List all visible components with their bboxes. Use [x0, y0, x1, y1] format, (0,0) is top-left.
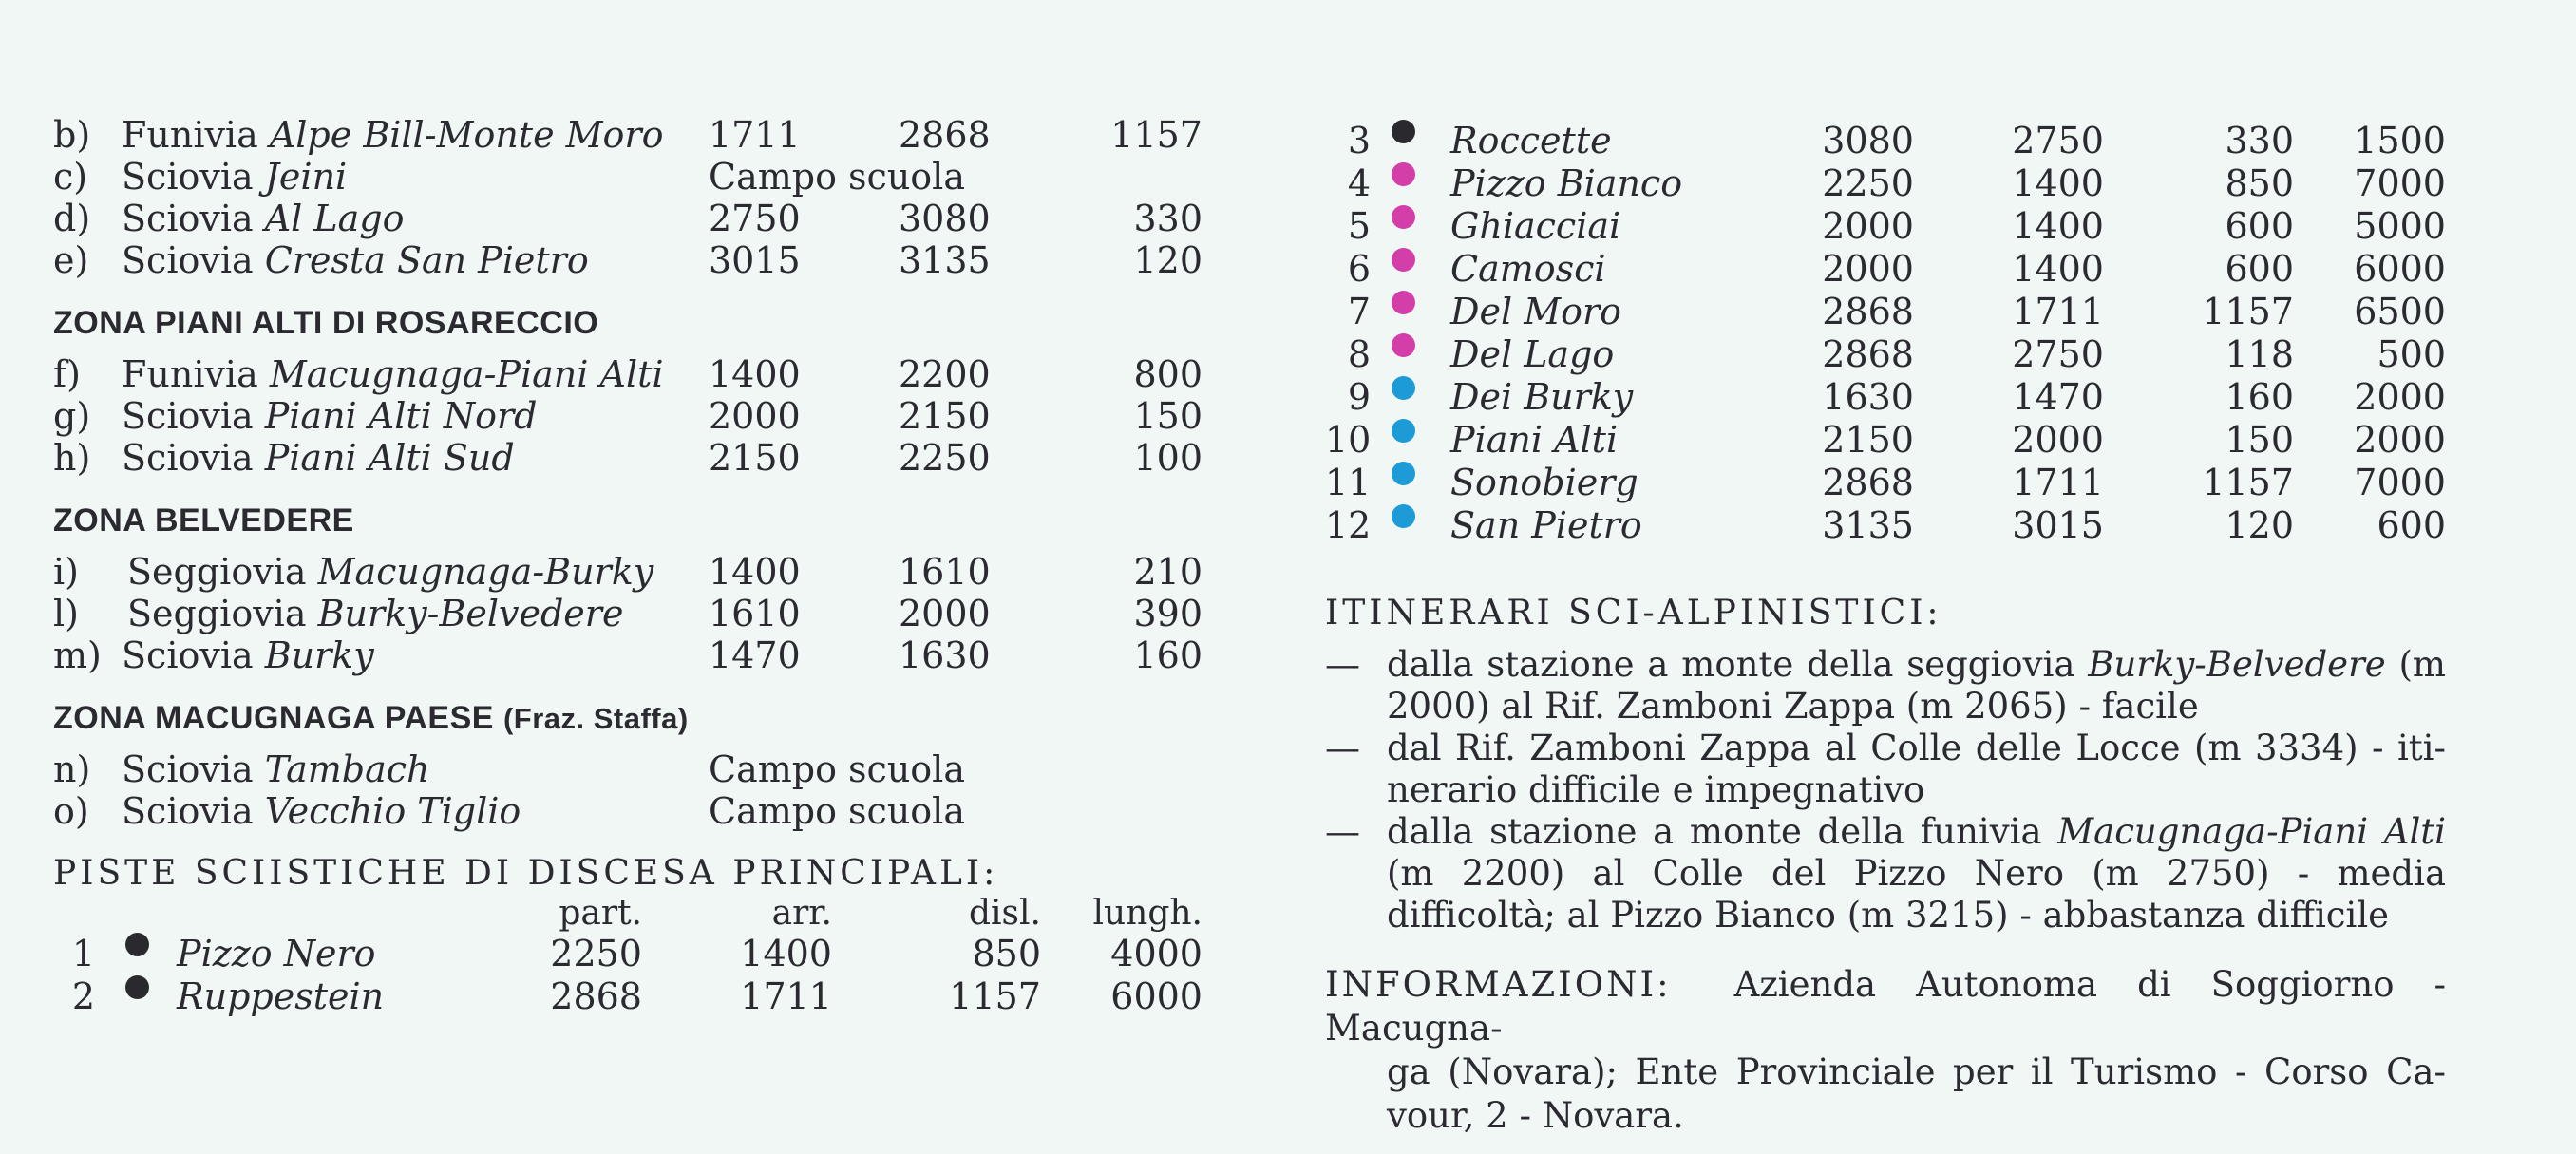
itinerary-lift-name: Burky-Belvedere: [2088, 644, 2386, 685]
difficulty-dot-icon: [1392, 376, 1415, 400]
trail-length: 7000: [2354, 162, 2446, 204]
itinerary-item: [1325, 728, 2446, 811]
zone-heading-paese: [53, 697, 1203, 739]
lift-type: [122, 114, 663, 156]
trail-row: [1325, 333, 2446, 376]
itinerari-title: ITINERARI SCI-ALPINISTICI:: [1325, 594, 1942, 633]
trail-name: Ghiacciai: [1450, 205, 1621, 247]
lift-label: n): [53, 748, 91, 790]
lift-name: Macugnaga-Piani Alti: [269, 353, 664, 395]
lift-end: 3080: [899, 198, 991, 239]
lift-kind: Sciovia: [122, 634, 265, 676]
lift-type: [122, 634, 374, 676]
lift-label: d): [53, 198, 91, 239]
trail-end: 1400: [740, 933, 832, 974]
lift-start: 2750: [709, 198, 801, 239]
lift-row: [53, 593, 1203, 634]
lift-type: [122, 353, 664, 395]
lift-type: [122, 790, 521, 832]
trail-length: 6000: [1110, 975, 1203, 1017]
trail-row: [1325, 462, 2446, 504]
trail-drop: 1157: [2202, 291, 2294, 332]
itinerary-dash: —: [1325, 728, 1360, 768]
difficulty-dot-icon: [1392, 333, 1415, 357]
trail-length: 1500: [2354, 120, 2446, 161]
trail-length: 600: [2377, 504, 2446, 546]
trail-row: [1325, 162, 2446, 205]
trail-name: Pizzo Nero: [177, 933, 376, 974]
trail-start: 3135: [1822, 504, 1914, 546]
trail-drop: 850: [2225, 162, 2294, 204]
difficulty-dot-icon: [1392, 205, 1415, 229]
itinerary-dash: —: [1325, 644, 1360, 685]
lift-end: 2150: [899, 395, 991, 437]
difficulty-dot-icon: [1392, 504, 1415, 528]
lift-name: Piani Alti Sud: [264, 437, 515, 479]
info-block: [1325, 963, 2446, 1138]
info-line-1: Azienda Autonoma di Soggiorno - Macugna-: [1325, 964, 2447, 1049]
trail-start: 2000: [1822, 205, 1914, 247]
lift-list-belvedere: [53, 551, 1203, 676]
trail-number: 6: [1347, 248, 1371, 290]
lift-kind: Funivia: [122, 353, 270, 395]
trail-number: 12: [1325, 504, 1372, 546]
trail-length: 4000: [1110, 933, 1203, 974]
trail-drop: 120: [2225, 504, 2294, 546]
itinerary-text: dal Rif. Zamboni Zappa al Colle delle Locce (m 3334) - iti-nerario difficile e impegnativo: [1387, 728, 2446, 810]
lift-row: [53, 198, 1203, 239]
itinerary-lift-name: Macugnaga-Piani Alti: [2057, 811, 2446, 852]
trail-drop: 150: [2225, 419, 2294, 461]
lift-end: 2200: [899, 353, 991, 395]
trail-number: 4: [1347, 162, 1371, 204]
trail-row: [1325, 120, 2446, 162]
header-part: part.: [559, 894, 642, 933]
trail-name: Piani Alti: [1450, 419, 1619, 461]
lift-label: e): [53, 239, 89, 281]
difficulty-dot-icon: [1392, 462, 1415, 485]
piste-list-left: [53, 933, 1203, 1018]
lift-drop: 120: [1133, 239, 1203, 281]
lift-label: c): [53, 156, 88, 198]
lift-end: 1630: [899, 634, 991, 676]
trail-name: San Pietro: [1450, 504, 1642, 546]
trail-row: [1325, 205, 2446, 248]
lift-label: o): [53, 790, 89, 832]
trail-end: 2750: [2012, 333, 2104, 375]
lift-start: 1400: [709, 551, 801, 593]
trail-name: Del Moro: [1450, 291, 1622, 332]
lift-row: [53, 395, 1203, 437]
difficulty-dot-icon: [1392, 248, 1415, 272]
lift-start: 3015: [709, 239, 801, 281]
lift-name: Al Lago: [264, 198, 405, 239]
lift-note: Campo scuola: [709, 748, 965, 790]
lift-kind: Sciovia: [122, 748, 265, 790]
trail-end: 1400: [2012, 162, 2104, 204]
lift-type: [122, 748, 430, 790]
lift-note: Campo scuola: [709, 790, 965, 832]
lift-kind: Sciovia: [122, 395, 265, 437]
trail-start: 2868: [1822, 333, 1914, 375]
lift-label: g): [53, 395, 91, 437]
trail-number: 1: [71, 933, 95, 974]
trail-drop: 160: [2225, 376, 2294, 418]
lift-start: 1470: [709, 634, 801, 676]
lift-drop: 1157: [1110, 114, 1203, 156]
lift-row: [53, 790, 1203, 832]
lift-type: [122, 437, 515, 479]
lift-kind: Sciovia: [122, 156, 265, 198]
trail-name: Dei Burky: [1450, 376, 1634, 418]
trail-length: 6000: [2354, 248, 2446, 290]
lift-end: 2000: [899, 593, 991, 634]
trail-number: 8: [1347, 333, 1371, 375]
trail-end: 1400: [2012, 205, 2104, 247]
trail-start: 2150: [1822, 419, 1914, 461]
difficulty-dot-icon: [125, 933, 149, 956]
trail-length: 7000: [2354, 462, 2446, 503]
itinerary-text-end: (m 2200) al Colle del Pizzo Nero (m 2750) - media difficoltà; al Pizzo Bianco (m 3215) - abbastanza difficile: [1387, 853, 2446, 936]
lift-start: 1610: [709, 593, 801, 634]
lift-name: Burky: [264, 634, 374, 676]
trail-row: [1325, 291, 2446, 333]
lift-kind: Sciovia: [122, 437, 265, 479]
trail-number: 11: [1325, 462, 1372, 503]
trail-end: 2000: [2012, 419, 2104, 461]
lift-type: [122, 156, 347, 198]
zone-heading-rosareccio: ZONA PIANI ALTI DI ROSARECCIO: [53, 305, 599, 341]
lift-type: [127, 551, 653, 593]
lift-kind: Seggiovia: [127, 551, 318, 593]
lift-name: Piani Alti Nord: [264, 395, 538, 437]
lift-drop: 100: [1133, 437, 1203, 479]
header-arr: arr.: [771, 894, 832, 933]
lift-start: 2000: [709, 395, 801, 437]
lift-start: 1400: [709, 353, 801, 395]
trail-drop: 600: [2225, 205, 2294, 247]
trail-name: Pizzo Bianco: [1450, 162, 1683, 204]
itinerary-text-end: (m 2000) al Rif. Zamboni Zappa (m 2065) - facile: [1387, 644, 2447, 727]
trail-start: 2250: [1822, 162, 1914, 204]
lift-drop: 800: [1133, 353, 1203, 395]
lift-label: b): [53, 114, 91, 156]
lift-type: [122, 395, 538, 437]
piste-list-right: [1325, 120, 2446, 547]
lift-row: [53, 353, 1203, 395]
trail-end: 2750: [2012, 120, 2104, 161]
trail-drop: 600: [2225, 248, 2294, 290]
trail-row: [1325, 504, 2446, 547]
lift-kind: Sciovia: [122, 790, 265, 832]
lift-start: 1711: [709, 114, 801, 156]
trail-end: 1400: [2012, 248, 2104, 290]
trail-start: 2000: [1822, 248, 1914, 290]
lift-list-rosareccio: [53, 353, 1203, 479]
lift-drop: 150: [1133, 395, 1203, 437]
trail-row: [53, 975, 1203, 1018]
trail-number: 9: [1347, 376, 1371, 418]
trail-length: 500: [2377, 333, 2446, 375]
lift-name: Tambach: [264, 748, 430, 790]
trail-row: [1325, 419, 2446, 462]
trail-row: [53, 933, 1203, 975]
lift-drop: 390: [1133, 593, 1203, 634]
difficulty-dot-icon: [1392, 120, 1415, 143]
lift-name: Macugnaga-Burky: [317, 551, 654, 593]
lift-kind: Funivia: [122, 114, 270, 156]
lift-name: Burky-Belvedere: [317, 593, 624, 634]
trail-end: 1711: [2012, 291, 2104, 332]
trail-length: 5000: [2354, 205, 2446, 247]
trail-length: 6500: [2354, 291, 2446, 332]
lift-row: [53, 437, 1203, 479]
itinerary-text: dalla stazione a monte della seggiovia: [1387, 644, 2089, 685]
trail-number: 10: [1325, 419, 1372, 461]
lift-name: Jeini: [264, 156, 348, 198]
trail-name: Del Lago: [1450, 333, 1615, 375]
trail-row: [1325, 376, 2446, 419]
itinerari-list: [1325, 644, 2446, 936]
trail-start: 2868: [1822, 291, 1914, 332]
lift-label: i): [53, 551, 79, 593]
lift-name: Alpe Bill-Monte Moro: [269, 114, 664, 156]
trail-name: Roccette: [1450, 120, 1612, 161]
trail-drop: 330: [2225, 120, 2294, 161]
lift-type: [127, 593, 623, 634]
trail-number: 5: [1347, 205, 1371, 247]
lift-label: h): [53, 437, 91, 479]
lift-name: Vecchio Tiglio: [264, 790, 521, 832]
difficulty-dot-icon: [1392, 419, 1415, 443]
trail-end: 1711: [2012, 462, 2104, 503]
lift-type: [122, 239, 589, 281]
trail-drop: 850: [972, 933, 1041, 974]
lift-kind: Sciovia: [122, 198, 265, 239]
difficulty-dot-icon: [1392, 291, 1415, 314]
info-title: INFORMAZIONI:: [1325, 964, 1672, 1005]
lift-row: [53, 634, 1203, 676]
itinerary-dash: —: [1325, 811, 1360, 852]
trail-name: Ruppestein: [177, 975, 385, 1017]
trail-end: 1711: [740, 975, 832, 1017]
lift-label: m): [53, 634, 102, 676]
trail-start: 3080: [1822, 120, 1914, 161]
lift-end: 2868: [899, 114, 991, 156]
header-disl: disl.: [969, 894, 1041, 933]
trail-drop: 1157: [2202, 462, 2294, 503]
lift-row: [53, 114, 1203, 156]
itinerary-item: [1325, 811, 2446, 936]
difficulty-dot-icon: [1392, 162, 1415, 186]
zone-paese-subtitle: (Fraz. Staffa): [502, 702, 689, 735]
zone-paese-title: ZONA MACUGNAGA PAESE: [53, 700, 494, 736]
trail-end: 3015: [2012, 504, 2104, 546]
lift-note: Campo scuola: [709, 156, 965, 198]
lift-row: [53, 156, 1203, 198]
lift-end: 1610: [899, 551, 991, 593]
trail-start: 2250: [550, 933, 642, 974]
trail-drop: 118: [2225, 333, 2294, 375]
piste-column-headers: [53, 895, 1203, 933]
info-body: ga (Novara); Ente Provinciale per il Turismo - Corso Ca-vour, 2 - Novara.: [1387, 1051, 2446, 1136]
zone-heading-belvedere: ZONA BELVEDERE: [53, 502, 354, 539]
lift-end: 2250: [899, 437, 991, 479]
trail-number: 2: [71, 975, 95, 1017]
right-column: [1325, 120, 2446, 1138]
trail-number: 7: [1347, 291, 1371, 332]
lift-type: [122, 198, 404, 239]
lift-row: [53, 239, 1203, 281]
lift-drop: 160: [1133, 634, 1203, 676]
trail-name: Sonobierg: [1450, 462, 1638, 503]
trail-length: 2000: [2354, 376, 2446, 418]
itinerary-item: [1325, 644, 2446, 728]
lift-row: [53, 551, 1203, 593]
trail-start: 2868: [1822, 462, 1914, 503]
trail-drop: 1157: [949, 975, 1041, 1017]
lift-drop: 210: [1133, 551, 1203, 593]
header-lungh: lungh.: [1092, 894, 1203, 933]
lift-end: 3135: [899, 239, 991, 281]
lift-list-monte-moro: [53, 114, 1203, 281]
lift-start: 2150: [709, 437, 801, 479]
lift-label: l): [53, 593, 79, 634]
lift-list-paese: [53, 748, 1203, 832]
piste-title: PISTE SCIISTICHE DI DISCESA PRINCIPALI:: [53, 854, 999, 893]
trail-name: Camosci: [1450, 248, 1606, 290]
trail-end: 1470: [2012, 376, 2104, 418]
itinerary-text: dalla stazione a monte della funivia: [1387, 811, 2058, 852]
lift-kind: Seggiovia: [127, 593, 318, 634]
trail-start: 1630: [1822, 376, 1914, 418]
lift-drop: 330: [1133, 198, 1203, 239]
trail-start: 2868: [550, 975, 642, 1017]
trail-length: 2000: [2354, 419, 2446, 461]
lift-kind: Sciovia: [122, 239, 265, 281]
trail-row: [1325, 248, 2446, 291]
trail-number: 3: [1347, 120, 1371, 161]
lift-row: [53, 748, 1203, 790]
lift-name: Cresta San Pietro: [264, 239, 589, 281]
left-column: [53, 114, 1203, 1018]
lift-label: f): [53, 353, 81, 395]
difficulty-dot-icon: [125, 975, 149, 999]
